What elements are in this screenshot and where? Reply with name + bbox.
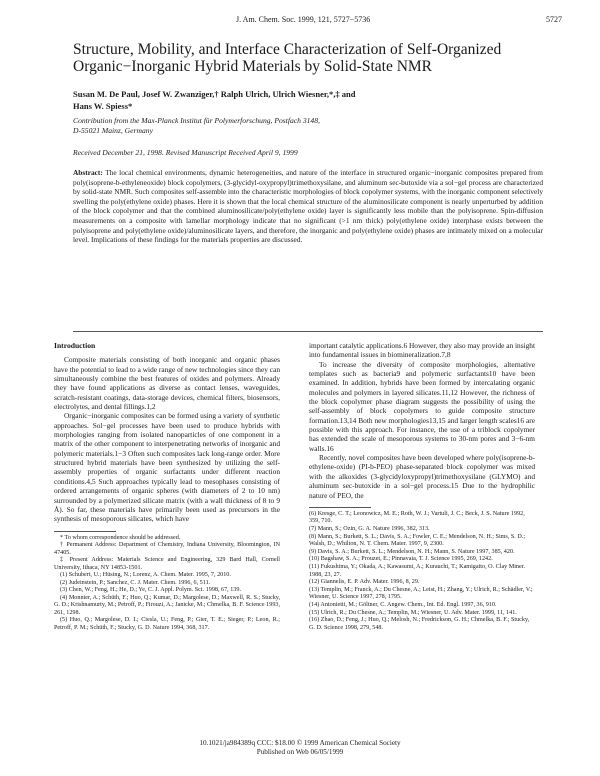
page-number: 5727 [546, 15, 562, 24]
reference: (12) Giannelis, E. P. Adv. Mater. 1996, 8, 29. [309, 579, 420, 586]
reference: (3) Chen, W.; Feng, H.; He, D.; Ye, C. J. Appl. Polym. Sci. 1998, 67, 139. [60, 587, 241, 594]
intro-paragraph-continued: important catalytic applications.6 However, they also may provide an insight into fundamental issues in biomineralization.7,8 [309, 341, 535, 360]
reference: (9) Davis, S. A.; Burkett, S. L.; Mendelson, N. H.; Mann, S. Nature 1997, 385, 420. [309, 548, 515, 555]
reference: (7) Mann, S.; Ozin, G. A. Nature 1996, 382, 313. [309, 526, 430, 533]
affiliation [73, 116, 543, 136]
doi-copyright: 10.1021/ja984389q CCC: $18.00 © 1999 American Chemical Society [199, 739, 401, 747]
affiliation-line-1: Contribution from the Max-Planck Institut für Polymerforschung, Postfach 3148, [73, 116, 320, 125]
journal-citation: J. Am. Chem. Soc. 1999, 121, 5727−5736 [236, 15, 371, 24]
reference: (15) Ulrich, R.; Du Chesne, A.; Templin, M.; Wiesner, U. Adv. Mater. 1999, 11, 141. [309, 609, 517, 616]
right-column [309, 341, 535, 632]
abstract [73, 168, 543, 245]
reference: (16) Zhao, D.; Feng, J.; Huo, Q.; Melosh, N.; Fredrickson, G. H.; Chmelka, B. F.; Stucky, G. D. Science 1998, 279, 548. [309, 617, 530, 631]
author-line-2: Hans W. Spiess* [73, 101, 133, 111]
footnote: ‡ Present Address: Materials Science and Engineering, 329 Bard Hall, Cornell University, Ithaca, NY 14853-1501. [54, 557, 280, 571]
abstract-divider [73, 331, 543, 332]
author-list [73, 88, 543, 112]
intro-paragraph-2: Organic−inorganic composites can be formed using a variety of synthetic approaches. Sol−gel processes have been used to produce hybrids with morphologies ranging from isolated nanoparticles of one component in a matrix of the other component to interpenetrating networks of inorganic and polymeric materials.1−3 Often such composites lack long-range order. More structured hybrid materials have been synthesized by utilizing the self-assembly properties of organic surfactants under different reaction conditions.4,5 Such approaches typically lead to mesophases consisting of ordered arrangements of organic spheres (with diameters of 2 to 10 nm) surrounded by a polymerized silicate matrix (with a wall thickness of 8 to 9 Å). So far, these materials have primarily been used as precursors in the synthesis of mesoporous silicates, which have [54, 411, 280, 524]
publication-date: Published on Web 06/05/1999 [256, 748, 344, 756]
reference-list [309, 511, 535, 633]
footnote-divider [54, 531, 116, 532]
reference: (4) Monnier, A.; Schüth, F.; Huo, Q.; Kumar, D.; Margolese, D.; Maxwell, R. S.; Stucky, G. D.; Krishnamurty, M.; Petroff, P.; Firouzi, A.; Janicke, M.; Chmelka, B. F. Science 1993, 261, 1298. [54, 594, 280, 616]
abstract-label: Abstract: [73, 168, 103, 177]
intro-paragraph-4: Recently, novel composites have been developed where poly(isoprene-b-ethylene-oxide) (PI-b-PEO) phase-separated block copolymer was mixed with the alkoxides (3-glycidyloxypropyl)trimethoxysilane (GLYMO) and aluminum sec-butoxide in a sol−gel process.15 Due to the hydrophilic nature of PEO, the [309, 453, 535, 500]
footnotes [54, 535, 280, 633]
reference: (5) Huo, Q.; Margolese, D. I.; Ciesla, U.; Feng, P.; Gier, T. E.; Sieger, P.; Leon, R.; Petroff, P. M.; Schüth, F.; Stucky, G. D. Nature 1994, 368, 317. [54, 617, 280, 631]
paper-title: Structure, Mobility, and Interface Characterization of Self-Organized Organic−Inorganic Hybrid Materials by Solid-State NMR [73, 41, 502, 75]
intro-paragraph-1: Composite materials consisting of both inorganic and organic phases have the potential to lead to a wide range of new technologies since they can simultaneously combine the best features of oxides and polymers. Already they have found applications as diverse as contact lenses, waveguides, scratch-resistant coatings, data-storage devices, chemical filters, biosensors, electrolytes, and dental fillings.1,2 [54, 355, 280, 412]
reference: (8) Mann, S.; Burkett, S. L.; Davis, S. A.; Fowler, C. E.; Mendelson, N. H.; Sims, S. D.; Walsh, D.; Whilton, N. T. Chem. Mater. 1997, 9, 2300. [309, 533, 526, 548]
intro-paragraph-3: To increase the diversity of composite morphologies, alternative templates such as bacteria9 and polymeric surfactants10 have been examined. In addition, hybrids have been formed by intercalating organic molecules and polymers in layered silicates.11,12 However, the richness of the block copolymer phase diagram suggests the possibility of using the self-assembly of block copolymers to guide composite structure formation.13,14 Both new morphologies13,15 and larger length scales16 are possible with this approach. For instance, the use of a triblock copolymer has extended the scale of mesoporous systems to 30-nm pores and 3−6-nm walls.16 [309, 359, 535, 453]
section-heading-introduction: Introduction [54, 341, 96, 350]
abstract-text: The local chemical environments, dynamic heterogeneities, and nature of the interface in structured organic−inorganic composites prepared from poly(isoprene-b-ethyleneoxide) block copolymers, (3-glycidyl-oxypropyl)trimethoxysilane, and aluminum sec-butoxide via a sol−gel process are characterized by solid-state NMR. Such composites self-assemble into the characteristic morphologies of block copolymer systems, with the inorganic component selectively swelling the poly(ethylene oxide) phases. Here it is shown that the local chemical structure of the aluminosilicate component is nearly unperturbed by addition of the block copolymer and that the combined aluminosilicate/poly(ethylene oxide) layer is significantly less mobile than the polyisoprene. Spin-diffusion measurements on a composite with lamellar morphology indicate that no significant (>1 nm thick) poly(ethylene oxide) interphase exists between the polyisoprene and poly(ethylene oxide)/aluminosilicate layers, and therefore, the inorganic and poly(ethylene oxide) phases are intimately mixed on a molecular level. Implications of these findings for the materials properties are discussed. [73, 168, 543, 245]
left-column [54, 341, 280, 632]
received-dates: Received December 21, 1998. Revised Manuscript Received April 9, 1999 [73, 148, 298, 157]
footnote: * To whom correspondence should be addressed. [60, 534, 181, 541]
reference: (10) Bagshaw, S. A.; Prouzet, E.; Pinnavaia, T. J. Science 1995, 269, 1242. [309, 556, 493, 563]
reference: (2) Judeinstein, P.; Sanchez, C. J. Mater. Chem. 1996, 6, 511. [60, 579, 211, 586]
reference: (13) Templin, M.; Franck, A.; Du Chesne, A.; Leist, H.; Zhang, Y.; Ulrich, R.; Schädler, V.; Wiesner, U. Science 1997, 278, 1795. [309, 586, 533, 601]
affiliation-line-2: D-55021 Mainz, Germany [73, 126, 153, 135]
page-footer [0, 739, 600, 757]
author-line-1: Susan M. De Paul, Josef W. Zwanziger,† Ralph Ulrich, Ulrich Wiesner,*,‡ and [73, 89, 356, 99]
references-divider [309, 507, 371, 508]
reference: (11) Fukushima, Y.; Okada, A.; Kawasumi, A.; Kurauchi, T.; Kamigaito, O. Clay Miner. 1988, 23, 27. [309, 564, 525, 578]
reference: (6) Kresge, C. T.; Leonowicz, M. E.; Roth, W. J.; Vartuli, J. C.; Beck, J. S. Nature 1992, 359, 710. [309, 510, 525, 525]
footnote: † Permanent Address: Department of Chemistry, Indiana University, Bloomington, IN 47405. [54, 542, 280, 556]
reference: (1) Schubert, U.; Hüsing, N.; Lorenz, A. Chem. Mater. 1995, 7, 2010. [60, 572, 231, 579]
reference: (14) Antonietti, M.; Göltner, C. Angew. Chem., Int. Ed. Engl. 1997, 36, 910. [309, 601, 497, 608]
